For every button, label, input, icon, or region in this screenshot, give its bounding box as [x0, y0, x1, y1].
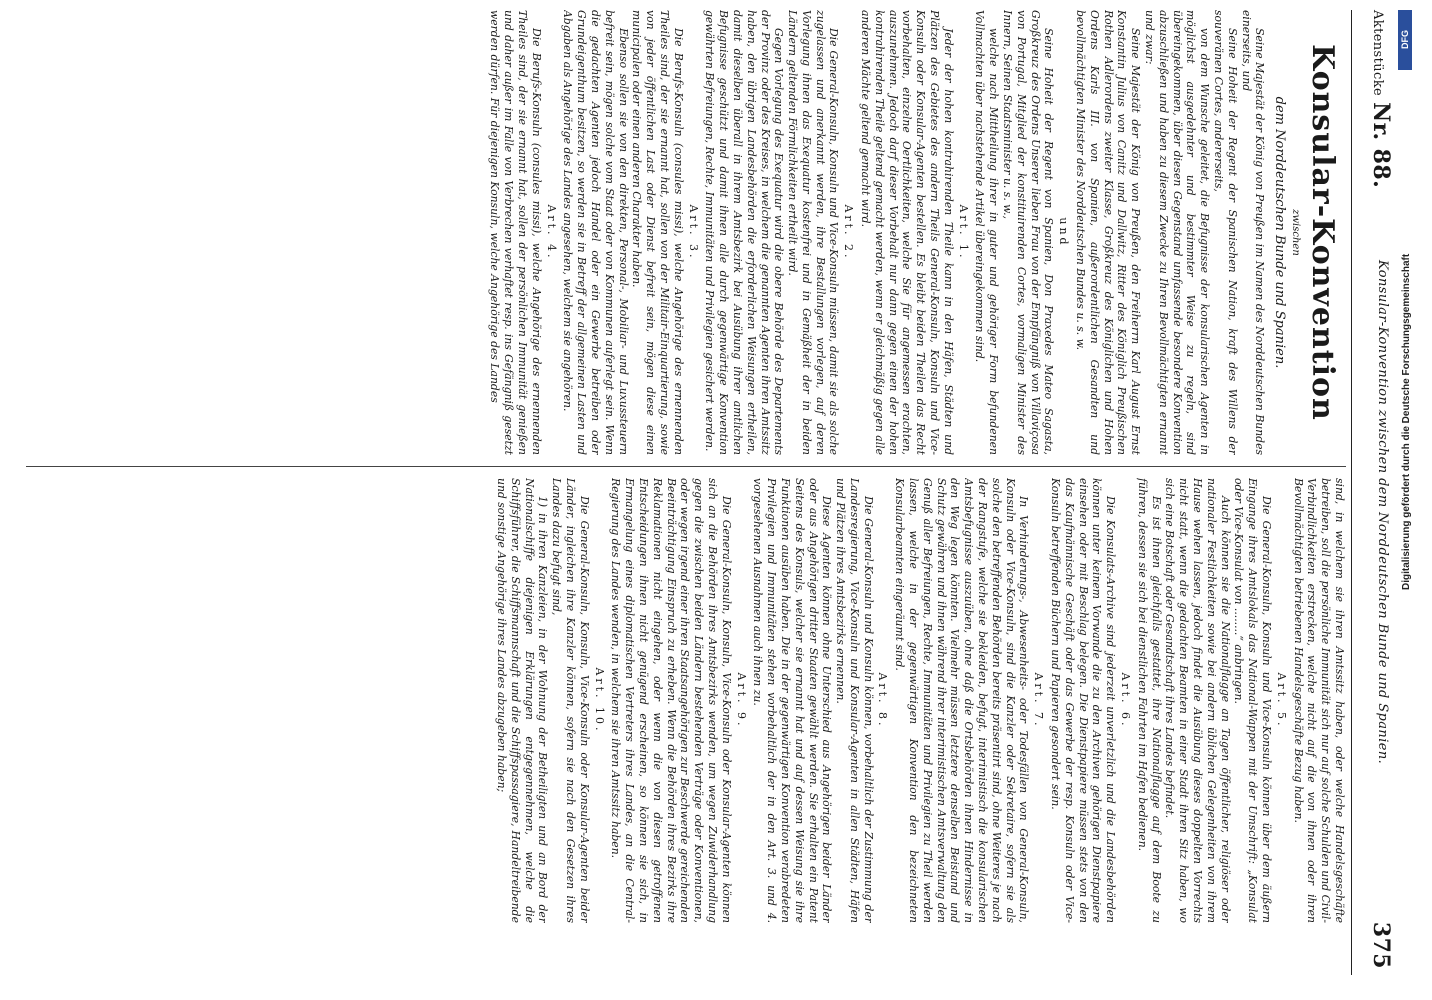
paragraph: Seine Majestät der König von Preußen, den Freiherrn Karl August Ernst Konstantin Julius von Canitz und Dallwitz, Ritter des Königlich Preußischen Rothen Adlerordens zweiter Klasse, Großkreuz des Königlichen und Hohen Ordens Karls III. von Spanien, außerordentlichen Gesandten und bevollmächtigten Minister des Norddeutschen Bundes u. s. w.	[1074, 10, 1143, 455]
article-heading: Art. 2.	[842, 204, 856, 261]
continued-paragraph: sind, in welchem sie ihren Amtssitz haben, oder welche Handelsgeschäfte betreiben, soll die persönliche Immunität sich nur auf solche Schulden und Civil-Verbindlichkeiten erstrecken, welche nicht auf die von ihnen oder ihren Bevollmächtigten betriebenen Handelsgeschäfte Bezug haben.	[1291, 478, 1346, 923]
right-column	[26, 478, 1346, 923]
paragraph: Gegen Vorlegung des Exequatur wird die obere Behörde des Departements der Provinz oder des Kreises, in welchem die genannten Agenten ihren Amtssitz haben, den übrigen Landesbehörden die erforderlichen Weisungen ertheilen, damit dieselben überall in ihrem Amtsbezirk bei Ausübung ihrer amtlichen Befugnisse geschützt und damit ihnen alle durch gegenwärtige Konvention gewährten Befreiungen, Rechte, Immunitäten und Privilegien gesichert werden.	[703, 10, 786, 455]
paragraph: Seine Majestät der König von Preußen im Namen des Norddeutschen Bundes einerseits, und	[1239, 10, 1267, 455]
paragraph: welche nach Mittheilung ihrer in guter und gehöriger Form befundenen Vollmachten über nachstehende Artikel übereingekommen sind.	[973, 10, 1001, 455]
paragraph: Seine Hoheit der Regent der Spanischen Nation, kraft des Willens der souveränen Cortes, andererseits,	[1212, 10, 1239, 455]
document-title: Konsular-Konvention	[1305, 44, 1340, 421]
article-heading: Art. 5.	[1274, 672, 1288, 729]
paragraph: In Verhinderungs-, Abwesenheits- oder Todesfällen von General-Konsuln, Konsuln oder Vice-Konsuln, sind die Kanzler oder Sekretaire, sofern sie als solche den betreffenden Behörden bereits präsentirt sind, ohne Weiteres je nach der Rangstufe, welche sie bekleiden, befugt, interimistisch die konsularischen Amtsbefugnisse auszuüben, ohne daß die Ortsbehörden ihnen Hindernisse in den Weg legen könnten. Vielmehr müssen letztere denselben Beistand und Schutz gewähren und ihnen während ihrer interimistischen Amtsverwaltung den Genuß aller Befreiungen, Rechte, Immunitäten und Privilegien zu Theil werden lassen, welche in der gegenwärtigen Konvention den bezeichneten Konsularbeamten eingeräumt sind.	[893, 478, 1031, 923]
paragraph: 1) in ihren Kanzleien, in der Wohnung der Betheiligten und an Bord der Nationalschiffe diejenigen Erklärungen entgegennehmen, welche die Schiffsführer, die Schiffsmannschaft und die Schiffspassagiere, Handeltreibende und sonstige Angehörige ihres Landes abzugeben haben;	[494, 478, 550, 923]
right-column-body	[494, 478, 1346, 923]
paragraph: Diese Agenten können ohne Unterschied aus Angehörigen beider Länder oder aus Angehörigen dritter Staaten gewählt werden. Sie erhalten ein Patent Seitens des Konsuls, welcher sie ernannt hat und auf dessen Weisung sie ihre Funktionen ausüben haben. Die in der gegenwärtigen Konvention verabredeten Privilegien und Immunitäten stehen vorbehaltlich der in den Art. 3. und 4. vorgesehenen Ausnahmen auch ihnen zu.	[751, 478, 834, 923]
paragraph: Die Berufs-Konsuln (consules missi), welche Angehörige des ernennenden Theiles sind, der sie ernannt hat, sollen von der Militair-Einquartierung, sowie von jeder öffentlichen Last oder Dienst befreit sein, mögen diese einen municipalen oder einen anderen Charakter haben.	[630, 10, 685, 455]
paragraph: Die General-Konsuln, Konsuln, Vice-Konsuln oder Konsular-Agenten beider Länder, ingleichen ihre Kanzler können, sofern sie nach den Gesetzen ihres Landes dazu befugt sind,	[550, 478, 591, 923]
header-prefix: Aktenstücke	[1370, 10, 1385, 97]
paragraph: Auch können sie die Nationalflagge an Tagen öffentlicher, religiöser oder nationaler Festlichkeiten sowie bei andern üblichen Gelegenheiten von ihrem Hause wehen lassen, jedoch findet die Ausübung dieses doppelten Vorrechts nicht statt, wenn die gedachten Beamten in einer Stadt ihren Sitz haben, wo sich eine Botschaft oder Gesandtschaft ihres Landes befindet.	[1163, 478, 1232, 923]
paragraph: Jeder der hohen kontrahirenden Theile kann in den Häfen, Städten und Plätzen des Gebietes des andern Theils General-Konsuln, Konsuln und Vice-Konsuln oder Konsular-Agenten bestellen. Es bleibt beiden Theilen das Recht vorbehalten, einzelne Oertlichkeiten, welche Sie für angemessen erachten, auszunehmen. Jedoch darf dieser Vorbehalt nur dann gegen einen der hohen kontrahirenden Theile geltend gemacht werden, wenn er gleichmäßig gegen alle anderen Mächte geltend gemacht wird.	[859, 10, 955, 455]
paragraph: Ebenso sollen sie von den direkten, Personal-, Mobiliar- und Luxussteuern befreit sein, mögen solche vom Staat oder von Kommunen auferlegt sein. Wenn die gedachten Agenten jedoch Handel oder ein Gewerbe betreiben oder Grundeigenthum besitzen, so werden sie in Betreff der allgemeinen Lasten und Abgaben als Angehörige des Landes angesehen, welchem sie angehören.	[561, 10, 630, 455]
article-heading: Art. 4.	[544, 204, 558, 261]
paragraph: Die General-Konsuln, Konsuln, Vice-Konsuln oder Konsular-Agenten können sich an die Behörden ihres Amtsbezirks wenden, um wegen Zuwiderhandlung gegen die zwischen beiden Ländern bestehenden Verträge oder Konventionen, oder wegen irgend einer ihren Staatsangehörigen zur Beschwerde gereichenden Beeinträchtigung Einspruch zu erheben. Wenn die Behörden ihres Bezirks ihre Reklamationen nicht eingehen, oder wenn die von diesen getroffenen Entscheidungen ihnen nicht genügend erscheinen, so können sie sich, in Ermangelung eines diplomatischen Vertreters ihres Landes, an die Central-Regierung des Landes wenden, in welchem sie ihren Amtssitz haben.	[609, 478, 733, 923]
paragraph: Die General-Konsuln und Konsuln können, vorbehaltlich der Zustimmung der Landesregierung, Vice-Konsuln und Konsular-Agenten in allen Städten, Häfen und Plätzen ihres Amtsbezirks ernennen.	[834, 478, 875, 923]
article-heading: Art. 3.	[686, 204, 700, 261]
subtitle-between: zwischen	[1290, 209, 1301, 256]
article-heading: Art. 7.	[1032, 672, 1046, 729]
article-heading: Art. 8.	[876, 672, 890, 729]
left-column-body	[488, 10, 1267, 455]
header-left	[1368, 10, 1394, 194]
paragraph: Es ist ihnen gleichfalls gestattet, ihre Nationalflagge auf dem Boote zu führen, dessen sie sich bei dienstlichen Fahrten im Hafen bedienen.	[1135, 478, 1163, 923]
document-number: Nr. 88.	[1368, 102, 1394, 189]
page-number: 375	[1368, 921, 1394, 969]
article-heading: Art. 9.	[734, 672, 748, 729]
running-title: Konsular-Konvention zwischen dem Norddeutschen Bunde und Spanien.	[1375, 260, 1390, 765]
paragraph: Die General-Konsuln, Konsuln und Vice-Konsuln können über dem äußern Eingange ihres Amtslokals das National-Wappen mit der Umschrift: „Konsulat oder Vice-Konsulat von ........“ anbringen.	[1232, 478, 1274, 923]
paragraph: Die Konsulats-Archive sind jederzeit unverletzlich und die Landesbehörden können unter keinem Vorwande die zu den Archiven gehörigen Dienstpapiere einsehen oder mit Beschlag belegen. Die Dienstpapiere müssen stets von den das Kaufmännische Geschäft oder das Gewerbe der resp. Konsuln oder Vice-Konsuln betreffenden Büchern und Papieren gesondert sein.	[1049, 478, 1118, 923]
subtitle-parties: dem Norddeutschen Bunde und Spanien.	[1272, 96, 1288, 369]
article-heading: Art. 6.	[1119, 672, 1133, 729]
paragraph: Die General-Konsuln, Konsuln und Vice-Konsuln müssen, damit sie als solche zugelassen und anerkannt werden, ihre Bestallungen vorlegen, auf deren Vorlegung ihnen das Exequatur kostenfrei und in Gemäßheit der in beiden Ländern geltenden Förmlichkeiten ertheilt wird.	[786, 10, 841, 455]
paragraph: Die Berufs-Konsuln (consules missi), welche Angehörige des ernennenden Theiles sind, der sie ernannt hat, sollen der persönlichen Immunität genießen und daher außer im Falle von Verbrechen verhaftet resp. ins Gefängniß gesetzt werden dürfen. Für diejenigen Konsuln, welche Angehörige des Landes	[488, 10, 543, 455]
article-heading: Art. 1.	[956, 204, 970, 261]
digitization-credit: Digitalisierung gefördert durch die Deutsche Forschungsgemeinschaft	[1401, 253, 1412, 590]
conjunction-line: und	[1057, 217, 1071, 248]
paragraph: Seine Hoheit der Regent von Spanien, Don Praxedes Mateo Sagasta, Großkreuz des Ordens Unserer lieben Frau von der Empfängniß von Villaviçosa von Portugal, Mitglied der konstituirenden Cortes, vormaligen Minister des Innern, Seinen Staatsminister u. s. w.,	[1001, 10, 1056, 455]
dfg-logo: DFG	[1398, 10, 1412, 70]
left-column	[26, 10, 1346, 455]
document-page	[7, 10, 1412, 975]
article-heading: Art. 10.	[592, 667, 606, 734]
paragraph: von dem Wunsche geleitet, die Befugnisse der konsularischen Agenten in möglichst ausgedehnter und bestimmter Weise zu regeln, sind übereingekommen, über diesen Gegenstand umfassende besondere Konvention abzuschließen und haben zu diesem Zwecke zu Ihren Bevollmächtigten ernannt und zwar:	[1143, 10, 1212, 455]
column-divider	[26, 466, 1346, 467]
